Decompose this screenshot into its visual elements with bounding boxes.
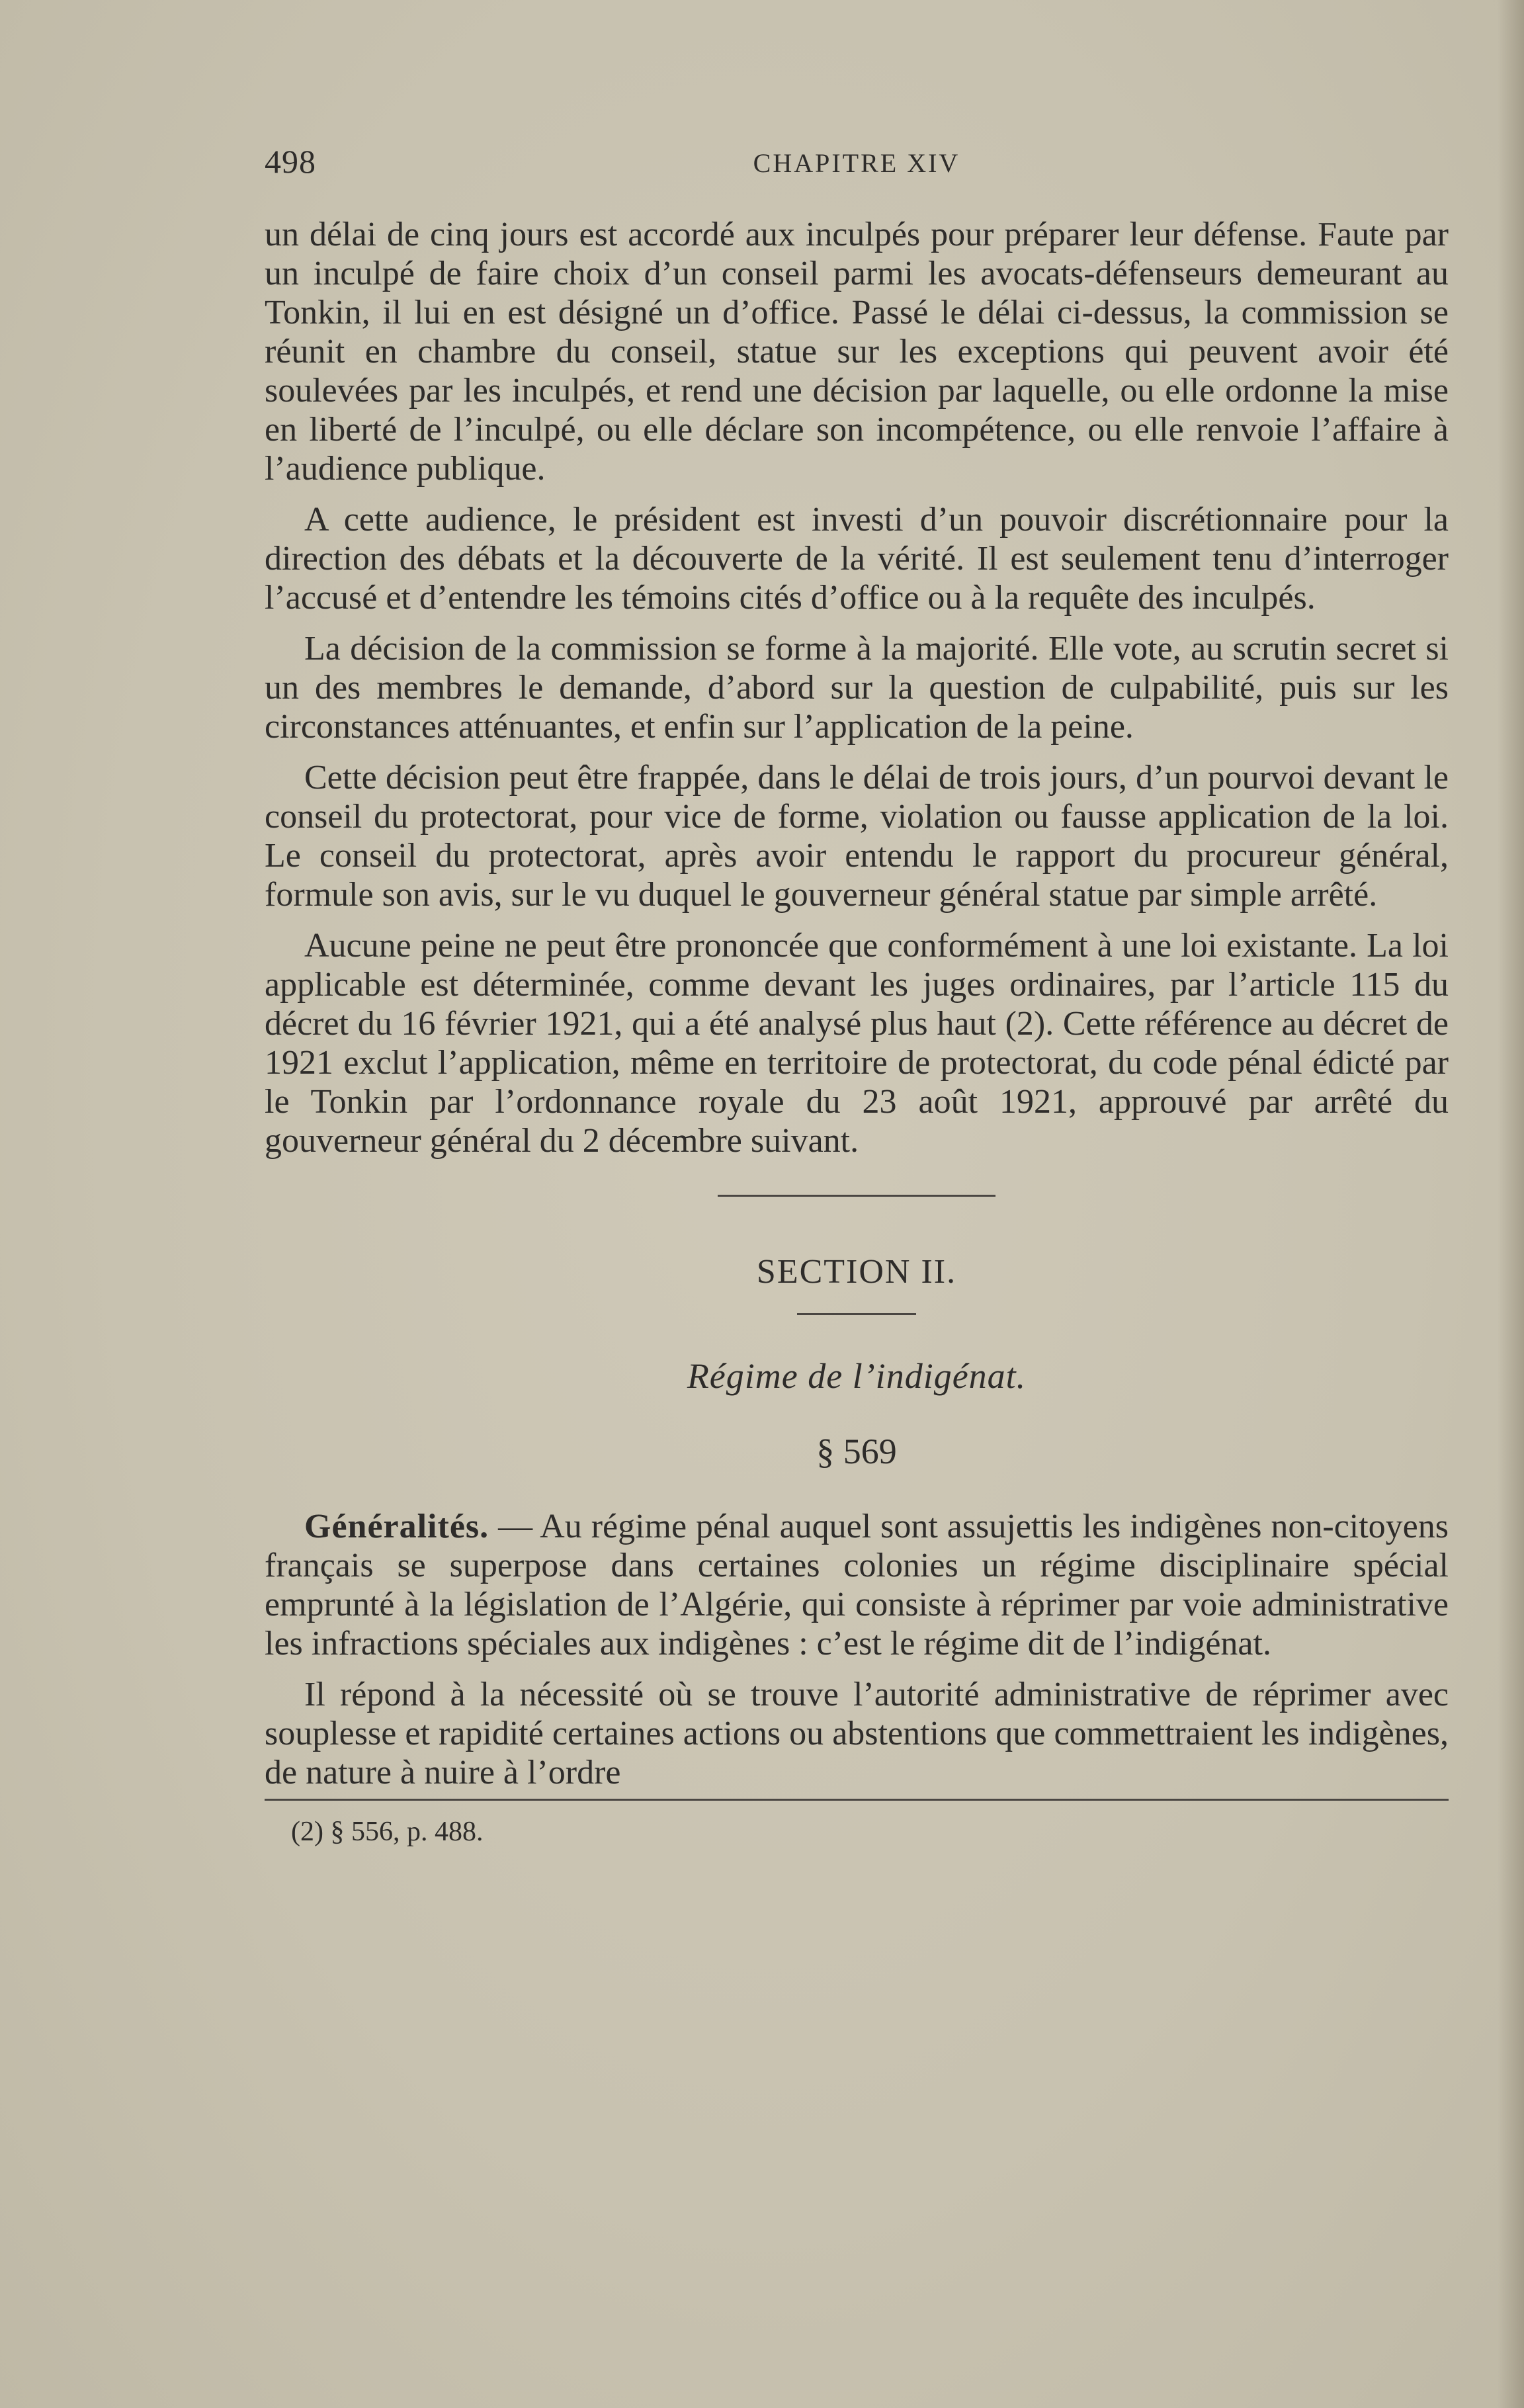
body-paragraph: La décision de la commission se forme à la majorité. Elle vote, au scrutin secret si un des membres le demande, d’abord sur la question de culpabilité, puis sur les circonstances atténuantes, et enfin sur l’application de la peine.: [265, 630, 1449, 746]
body-paragraph: A cette audience, le président est investi d’un pouvoir discrétionnaire pour la direction des débats et la découverte de la vérité. Il est seulement tenu d’interroger l’accusé et d’entendre les témoins cités d’office ou à la requête des inculpés.: [265, 501, 1449, 617]
footnote-divider: [265, 1799, 1449, 1801]
body-paragraph: [265, 1507, 1449, 1663]
footnote: (2) § 556, p. 488.: [291, 1817, 484, 1847]
paragraph-lead: Généralités.: [304, 1508, 489, 1545]
paragraph-text: — Au régime pénal auquel sont assujettis les indigènes non-citoyens français se superpose dans certaines colonies un régime disciplinaire spécial emprunté à la législation de l’Algérie, qui consiste à réprimer par voie administrative les infractions spéciales aux indigènes : c’est le régime dit de l’indigénat.: [265, 1508, 1449, 1662]
section-title: SECTION II.: [756, 1253, 957, 1291]
page-body: [265, 215, 1449, 1848]
section-subtitle: Régime de l’indigénat.: [687, 1356, 1027, 1396]
body-paragraph: Aucune peine ne peut être prononcée que conformément à une loi existante. La loi applicable est déterminée, comme devant les juges ordinaires, par l’article 115 du décret du 16 février 1921, qui a été analysé plus haut (2). Cette référence au décret de 1921 exclut l’application, même en territoire de protectorat, du code pénal édicté par le Tonkin par l’ordonnance royale du 23 août 1921, approuvé par arrêté du gouverneur général du 2 décembre suivant.: [265, 927, 1449, 1160]
body-paragraph: Cette décision peut être frappée, dans le délai de trois jours, d’un pourvoi devant le conseil du protectorat, pour vice de forme, violation ou fausse application de la loi. Le conseil du protectorat, après avoir entendu le rapport du procureur général, formule son avis, sur le vu duquel le gouverneur général statue par simple arrêté.: [265, 759, 1449, 914]
section-title-underline: [797, 1313, 916, 1315]
page-number: 498: [265, 143, 316, 180]
page-edge-shadow: [1498, 0, 1524, 2408]
paragraph-number: § 569: [816, 1432, 897, 1471]
section-divider: [718, 1195, 995, 1197]
body-paragraph: un délai de cinq jours est accordé aux inculpés pour préparer leur défense. Faute par un inculpé de faire choix d’un conseil parmi les avocats-défenseurs demeurant au Tonkin, il lui en est désigné un d’office. Passé le délai ci-dessus, la commission se réunit en chambre du conseil, statue sur les exceptions qui peuvent avoir été soulevées par les inculpés, et rend une décision par laquelle, ou elle ordonne la mise en liberté de l’inculpé, ou elle déclare son incompétence, ou elle renvoie l’affaire à l’audience publique.: [265, 216, 1449, 488]
page-header: [265, 142, 1449, 182]
body-paragraph: Il répond à la nécessité où se trouve l’autorité administrative de réprimer avec souplesse et rapidité certaines actions ou abstentions que commettraient les indigènes, de nature à nuire à l’ordre: [265, 1676, 1449, 1791]
running-title: CHAPITRE XIV: [753, 148, 960, 178]
